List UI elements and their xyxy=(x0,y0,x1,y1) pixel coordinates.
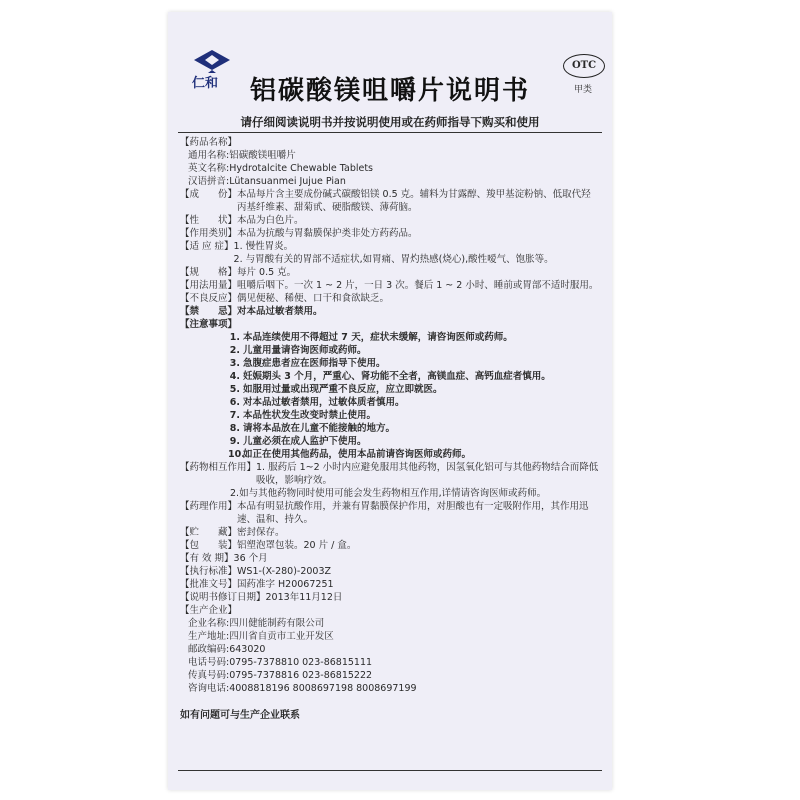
caution-item xyxy=(180,448,600,461)
approval-value: 国药准字 H20067251 xyxy=(237,579,334,590)
caution-text: 本品连续使用不得超过 7 天，症状未缓解，请咨询医师或药师。 xyxy=(243,332,513,343)
composition-value: 本品每片含主要成份碱式碳酸铝镁 0.5 克。辅料为甘露醇、羧甲基淀粉钠、低取代羟丙基纤维素、甜菊甙、硬脂酸镁、薄荷脑。 xyxy=(237,189,591,213)
address-row xyxy=(180,630,600,643)
pinyin-label: 汉语拼音: xyxy=(188,176,230,187)
approval-row xyxy=(180,578,600,591)
spec-row xyxy=(180,266,600,279)
otc-badge: OTC xyxy=(563,54,605,78)
caution-text: 儿童必须在成人监护下使用。 xyxy=(243,436,367,447)
usage-row xyxy=(180,279,600,292)
instruction-leaflet xyxy=(168,12,612,790)
category-value: 本品为抗酸与胃黏膜保护类非处方药药品。 xyxy=(237,228,418,239)
caution-text: 本品性状发生改变时禁止使用。 xyxy=(243,410,377,421)
package-value: 铝塑泡罩包装。20 片 / 盒。 xyxy=(237,540,357,551)
interaction-row xyxy=(180,461,600,487)
phone-label: 电话号码: xyxy=(188,657,230,668)
indication-item-2: 2. 与胃酸有关的胃部不适症状,如胃痛、胃灼热感(烧心),酸性嗳气、饱胀等。 xyxy=(233,254,554,265)
english-name-value: Hydrotalcite Chewable Tablets xyxy=(229,163,374,174)
zip-label: 邮政编码: xyxy=(188,644,230,655)
caution-item xyxy=(180,370,600,383)
standard-value: WS1-(X-280)-2003Z xyxy=(237,566,332,577)
document-title: 铝碳酸镁咀嚼片说明书 xyxy=(249,76,530,106)
package-row xyxy=(180,539,600,552)
caution-text: 妊娠期头 3 个月，严重心、肾功能不全者，高镁血症、高钙血症者慎用。 xyxy=(243,371,551,382)
bottom-divider xyxy=(178,770,602,771)
caution-item xyxy=(180,435,600,448)
storage-row xyxy=(180,526,600,539)
caution-item xyxy=(180,331,600,344)
address-value: 四川省自贡市工业开发区 xyxy=(229,631,334,642)
generic-name-label: 通用名称: xyxy=(188,150,230,161)
pinyin-value: Lütansuanmei Jujue Pian xyxy=(229,176,346,187)
company-label: 企业名称: xyxy=(188,618,230,629)
storage-value: 密封保存。 xyxy=(237,527,285,538)
category-row xyxy=(180,227,600,240)
manufacturer-heading: 【生产企业】 xyxy=(180,605,238,616)
composition-label: 【成 份】 xyxy=(180,189,238,200)
caution-number: 9. xyxy=(229,436,240,447)
revision-value: 2013年11月12日 xyxy=(265,592,343,603)
contraindication-value: 对本品过敏者禁用。 xyxy=(237,306,323,317)
brand-name: 仁和 xyxy=(192,76,219,91)
contraindication-row xyxy=(180,305,600,318)
caution-number: 6. xyxy=(229,397,240,408)
drug-name-heading: 【药品名称】 xyxy=(180,137,238,148)
caution-number: 4. xyxy=(229,371,240,382)
standard-row xyxy=(180,565,600,578)
caution-number: 2. xyxy=(229,345,240,356)
character-value: 本品为白色片。 xyxy=(237,215,304,226)
caution-item xyxy=(180,344,600,357)
generic-name-value: 铝碳酸镁咀嚼片 xyxy=(229,150,296,161)
category-label: 【作用类别】 xyxy=(180,228,238,239)
caution-number: 5. xyxy=(229,384,240,395)
leaflet-content xyxy=(180,128,600,722)
hotline-row xyxy=(180,682,600,695)
indication-item-1: 1. 慢性胃炎。 xyxy=(233,241,294,252)
caution-item xyxy=(180,422,600,435)
hotline-value: 4008818196 8008697198 8008697199 xyxy=(229,683,417,694)
otc-class-label: 甲类 xyxy=(574,85,593,95)
caution-number: 3. xyxy=(229,358,240,369)
standard-label: 【执行标准】 xyxy=(180,566,238,577)
usage-label: 【用法用量】 xyxy=(180,280,238,291)
character-label: 【性 状】 xyxy=(180,215,238,226)
spec-value: 每片 0.5 克。 xyxy=(237,267,297,278)
revision-row xyxy=(180,591,600,604)
pharmacology-label: 【药理作用】 xyxy=(180,501,238,512)
character-row xyxy=(180,214,600,227)
caution-text: 儿童用量请咨询医师或药师。 xyxy=(243,345,367,356)
composition-row xyxy=(180,188,600,214)
approval-label: 【批准文号】 xyxy=(180,579,238,590)
caution-text: 请将本品放在儿童不能接触的地方。 xyxy=(243,423,396,434)
fax-row xyxy=(180,669,600,682)
adverse-value: 偶见便秘、稀便、口干和食欲缺乏。 xyxy=(237,293,390,304)
caution-number: 8. xyxy=(229,423,240,434)
interaction-label: 【药物相互作用】 xyxy=(180,462,257,473)
phone-row xyxy=(180,656,600,669)
expiry-label: 【有 效 期】 xyxy=(180,553,234,564)
storage-label: 【贮 藏】 xyxy=(180,527,238,538)
caution-text: 急腹症患者应在医师指导下使用。 xyxy=(243,358,386,369)
adverse-row xyxy=(180,292,600,305)
indication-row xyxy=(180,240,600,266)
usage-value: 咀嚼后咽下。一次 1 ~ 2 片，一日 3 次。餐后 1 ~ 2 小时、睡前或胃部不适时服用。 xyxy=(237,280,599,291)
caution-item xyxy=(180,357,600,370)
interaction-item-2: 2.如与其他药物同时使用可能会发生药物相互作用,详情请咨询医师或药师。 xyxy=(230,488,547,499)
contraindication-label: 【禁 忌】 xyxy=(180,306,238,317)
expiry-value: 36 个月 xyxy=(233,553,268,564)
pharmacology-row xyxy=(180,500,600,526)
zip-value: 643020 xyxy=(229,644,266,655)
caution-number: 1. xyxy=(229,332,240,343)
phone-value: 0795-7378810 023-86815111 xyxy=(229,657,373,668)
caution-item xyxy=(180,409,600,422)
english-name-label: 英文名称: xyxy=(188,163,230,174)
caution-heading: 【注意事项】 xyxy=(180,319,238,330)
address-label: 生产地址: xyxy=(188,631,230,642)
zip-row xyxy=(180,643,600,656)
caution-list xyxy=(180,331,600,461)
caution-number: 10. xyxy=(228,449,245,460)
english-name-row xyxy=(180,162,600,175)
company-value: 四川健能制药有限公司 xyxy=(229,618,325,629)
hotline-label: 咨询电话: xyxy=(188,683,230,694)
spec-label: 【规 格】 xyxy=(180,267,238,278)
expiry-row xyxy=(180,552,600,565)
caution-text: 如正在使用其他药品，使用本品前请咨询医师或药师。 xyxy=(243,449,472,460)
caution-text: 对本品过敏者禁用，过敏体质者慎用。 xyxy=(243,397,405,408)
adverse-label: 【不良反应】 xyxy=(180,293,238,304)
caution-number: 7. xyxy=(229,410,240,421)
pharmacology-value: 本品有明显抗酸作用，并兼有胃黏膜保护作用，对胆酸也有一定吸附作用，其作用迅速、温和、持久。 xyxy=(237,501,589,525)
revision-label: 【说明书修订日期】 xyxy=(180,592,266,603)
pinyin-row xyxy=(180,175,600,188)
fax-value: 0795-7378816 023-86815222 xyxy=(229,670,373,681)
caution-item xyxy=(180,383,600,396)
caution-text: 如服用过量或出现严重不良反应，应立即就医。 xyxy=(243,384,443,395)
package-label: 【包 装】 xyxy=(180,540,238,551)
fax-label: 传真号码: xyxy=(188,670,230,681)
interaction-item-1: 1. 服药后 1~2 小时内应避免服用其他药物，因氢氧化铝可与其他药物结合而降低吸收，影响疗效。 xyxy=(256,462,599,486)
document-subtitle: 请仔细阅读说明书并按说明使用或在药师指导下购买和使用 xyxy=(240,115,540,129)
caution-item xyxy=(180,396,600,409)
indication-label: 【适 应 症】 xyxy=(180,241,234,252)
footer-note: 如有问题可与生产企业联系 xyxy=(180,710,300,721)
generic-name-row xyxy=(180,149,600,162)
company-row xyxy=(180,617,600,630)
